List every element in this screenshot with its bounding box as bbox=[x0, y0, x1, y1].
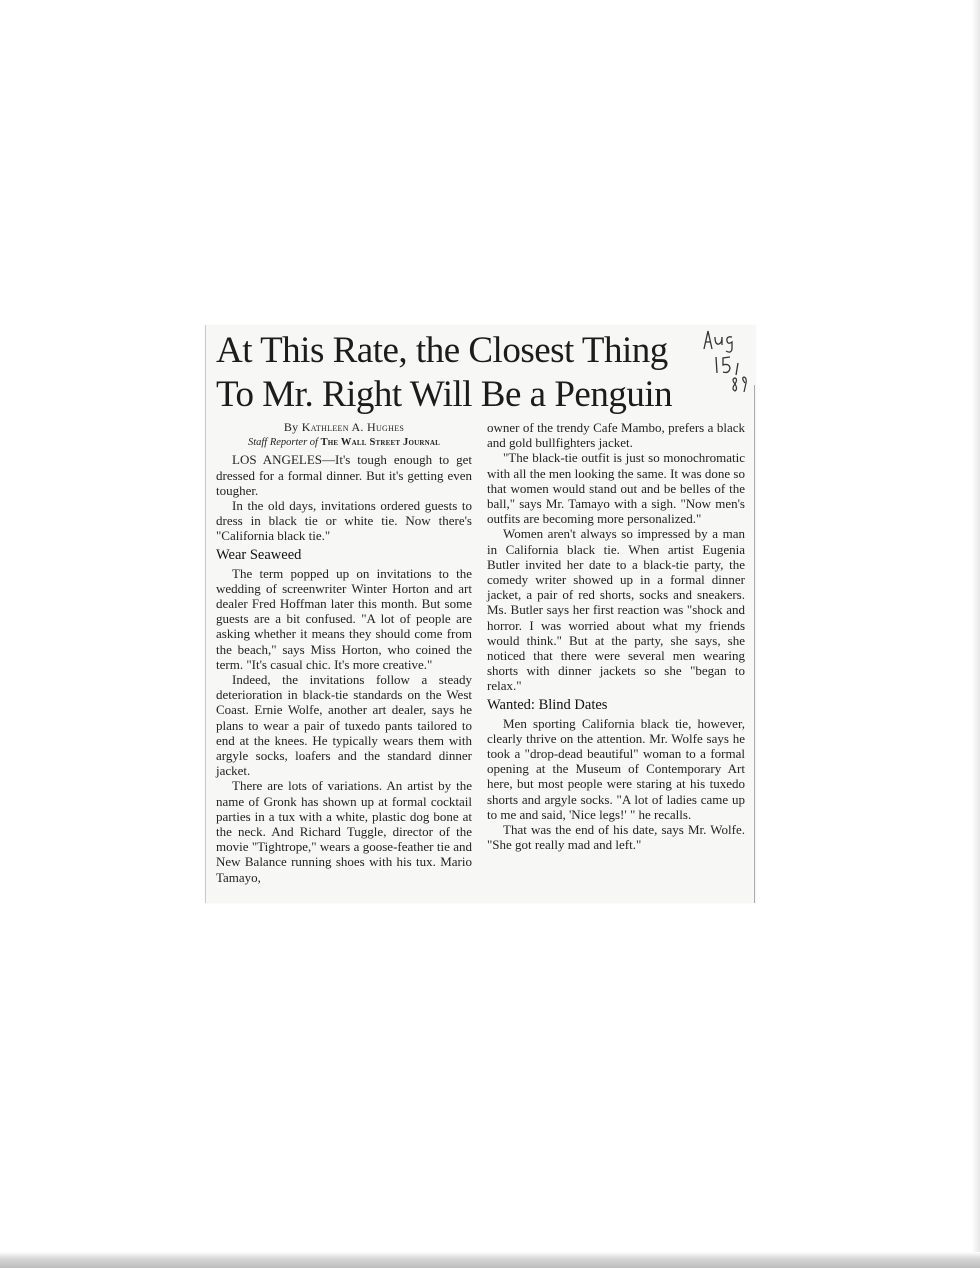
byline bbox=[216, 420, 472, 435]
paragraph: There are lots of variations. An artist by the name of Gronk has shown up at formal cocktail parties in a tux with a white, plastic dog bone at the neck. And Richard Tuggle, director of the movie "Tightrope," wears a goose-feather tie and New Balance running shoes with his tux. Mario Tamayo, bbox=[216, 778, 472, 885]
subhead-wanted-blind-dates: Wanted: Blind Dates bbox=[487, 696, 608, 713]
paragraph: Indeed, the invitations follow a steady deterioration in black-tie standards on the West Coast. Ernie Wolfe, another art dealer, says he plans to wear a pair of tuxedo pants tailored to end at the knees. He typically wears them with argyle socks, loafers and the standard dinner jacket. bbox=[216, 672, 472, 779]
clipping-cut-edge bbox=[754, 385, 755, 903]
right-column bbox=[487, 420, 745, 852]
publication-name: The Wall Street Journal bbox=[320, 437, 441, 449]
scan-edge-right bbox=[972, 0, 980, 1268]
handwritten-date bbox=[698, 327, 754, 397]
headline-line-2: To Mr. Right Will Be a Penguin bbox=[216, 374, 673, 415]
paragraph: "The black-tie outfit is just so monochromatic with all the men looking the same. It was done so that women would stand out and be belles of the ball," says Mr. Tamayo with a sigh. "Now men's outfits are becoming more personalized." bbox=[487, 450, 745, 527]
staff-reporter-line bbox=[216, 435, 472, 450]
newspaper-clipping bbox=[205, 325, 756, 903]
headline bbox=[216, 329, 706, 417]
staff-prefix: Staff Reporter of bbox=[247, 437, 318, 449]
paragraph: Men sporting California black tie, however, clearly thrive on the attention. Mr. Wolfe says he took a "drop-dead beautiful" woman to a formal opening at the Museum of Contemporary Art here, but most people were staring at his tuxedo shorts and argyle socks. "A lot of ladies came up to me and said, 'Nice legs!' " he recalls. bbox=[487, 715, 745, 822]
paragraph: The term popped up on invitations to the wedding of screenwriter Winter Horton and art dealer Fred Hoffman later this month. But some guests are a bit confused. "A lot of people are asking whether it means they should come from the beach," says Miss Horton, who coined the term. "It's casual chic. It's more creative." bbox=[216, 565, 472, 672]
scan-edge-bottom bbox=[0, 1252, 980, 1268]
handwritten-date-icon bbox=[698, 327, 754, 397]
paragraph-continuation: owner of the trendy Cafe Mambo, prefers a black and gold bullfighters jacket. bbox=[487, 420, 745, 451]
paragraph: Women aren't always so impressed by a man in California black tie. When artist Eugenia Butler invited her date to a black-tie party, the comedy writer showed up in a formal dinner jacket, a pair of red shorts, socks and sneakers. Ms. Butler says her first reaction was "shock and horror. I was worried about what my friends would think." But at the party, she says, she noticed that there were several men wearing shorts with dinner jackets so she "began to relax." bbox=[487, 526, 745, 694]
byline-author: Kathleen A. Hughes bbox=[301, 420, 405, 434]
paragraph: That was the end of his date, says Mr. Wolfe. "She got really mad and left." bbox=[487, 822, 745, 853]
paragraph: In the old days, invitations ordered guests to dress in black tie or white tie. Now there's "California black tie." bbox=[216, 498, 472, 544]
paragraph: LOS ANGELES—It's tough enough to get dressed for a formal dinner. But it's getting even tougher. bbox=[216, 452, 472, 498]
subhead-wear-seaweed: Wear Seaweed bbox=[216, 546, 302, 563]
left-column bbox=[216, 420, 472, 885]
headline-line-1: At This Rate, the Closest Thing bbox=[216, 330, 668, 371]
byline-prefix: By bbox=[283, 420, 299, 434]
